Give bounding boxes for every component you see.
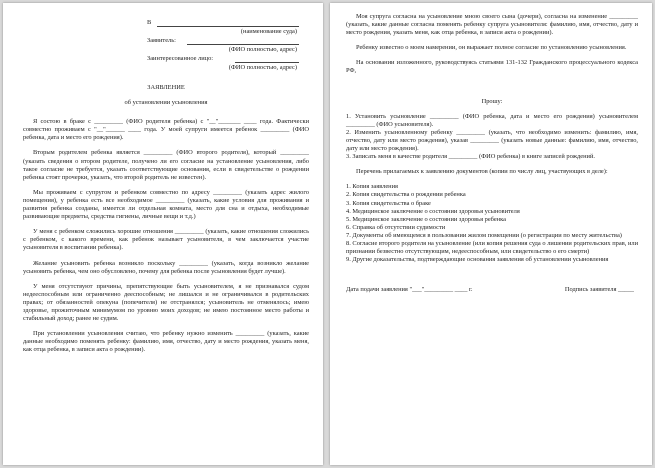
court-note: (наименование суда) (240, 28, 297, 35)
document-title: ЗАЯВЛЕНИЕ (147, 84, 185, 91)
applicant-line (187, 44, 299, 45)
attachment-item: 1. Копия заявления (346, 183, 398, 191)
right-page (330, 3, 652, 465)
request-title: Прошу: (481, 97, 503, 105)
attachments-intro: Перечень прилагаемых к заявлению документов (копии по числу лиц, участвующих в деле): (356, 168, 608, 176)
applicant-signature: Подпись заявителя _____ (564, 286, 634, 294)
paragraph-spouse-consent: Моя супруга согласна на усыновление мною своего сына (дочери), согласна на изменение _________ (указать, какие данные согласна поменять ребенку супруга усыновителя: фамилию, имя, отчество, дату и место рождения, указать меня, как отца ребенка, в записи акта о рождении). (346, 13, 638, 37)
interested-note: (ФИО полностью, адрес) (228, 64, 297, 71)
header-court-row (23, 19, 309, 28)
paragraph-legal-basis: На основании изложенного, руководствуясь статьями 131-132 Гражданского процессуального кодекса РФ, (346, 59, 638, 75)
paragraph-residence: Мы проживаем с супругом и ребенком совместно по адресу _________ (указать адрес жилого помещения), у ребенка есть все необходимое _________ (указать, какие условия для проживания и развития ребенка созданы, имеется ли отдельная комната, место для сна и отдыха, необходимые развивающие предметы, средства гигиены, личные вещи и т.д.) (23, 188, 309, 221)
paragraph-no-obstacles: У меня отсутствуют причины, препятствующие быть усыновителем, я не признавался судом недееспособным или ограниченно дееспособным; не лишался и не ограничивался в родительских правах; от обязанностей опекуна (попечителя) не отстранялся; усыновитель не отменялось; имею здоровье, прожиточным минимумом по уровню моих доходов; не имею постоянное место работы и стабильный доход; ранее не судим. (23, 282, 309, 323)
header-interested-row (23, 55, 309, 64)
document-subtitle: об установлении усыновления (124, 99, 208, 107)
paragraph-second-parent: Вторым родителем ребенка является _________ (ФИО второго родителя), который _________ (указать сведения о втором родителе, получено ли его согласие на установление усыновления, либо такое согласие не требуется, указать соответствующие основания, если в свидетельстве о рождении ребенка стоят прочерки, указать, что второй родитель не известен). (23, 149, 309, 181)
request-item: 1. Установить усыновление _________ (ФИО ребенка, дата и место его рождения) усыновителем _________ (ФИО усыновителя). (346, 112, 638, 128)
request-item: 3. Записать меня в качестве родителя _________ (ФИО ребенка) в книге записей рождений. (346, 153, 595, 161)
attachment-item: 9. Другие доказательства, подтверждающие основания заявления об установлении усыновления (346, 256, 609, 264)
header-applicant-row (23, 37, 309, 46)
applicant-label: Заявитель: (147, 37, 176, 44)
attachments-list (346, 183, 638, 264)
applicant-note: (ФИО полностью, адрес) (228, 46, 297, 53)
paragraph-change-data: При установлении усыновления считаю, что ребенку нужно изменить _________ (указать, какие данные необходимо поменять ребенку: фамилию, имя, отчество, дату и место рождения, указать меня, как отца ребенка, в записи акта о рождении). (23, 330, 309, 354)
interested-line (235, 62, 299, 63)
signature-row (346, 286, 638, 294)
attachment-item: 8. Согласие второго родителя на усыновление (или копия решения суда о лишении родительских прав, или признании безвестно отсутствующим, недееспособным, или свидетельство о его смерти) (346, 239, 638, 256)
attachment-item: 4. Медицинское заключение о состоянии здоровья усыновителя (346, 207, 520, 215)
attachment-item: 2. Копия свидетельства о рождении ребенка (346, 191, 466, 199)
request-list (346, 113, 638, 162)
filing-date: Дата подачи заявления "___"_________ ____ г. (346, 286, 473, 294)
paragraph-marriage: Я состою в браке с _________ (ФИО родителя ребенка) с "__"_______ ____ года. Фактически совместно проживаем с "__"______ ____ года. У моей супруги имеется ребенок _________ (ФИО ребенка, дата и место его рождения). (23, 118, 309, 142)
left-page (3, 3, 323, 465)
paragraph-desire: Желание усыновить ребенка возникло поскольку _________ (указать, когда возникло желание усыновить ребенка, чем оно обусловлено, почему для ребенка после усыновления будет лучше). (23, 259, 309, 275)
attachment-item: 7. Документы об имеющемся в пользовании жилом помещении (о регистрации по месту жительства) (346, 231, 622, 239)
request-item: 2. Изменить усыновленному ребенку _________ (указать, что необходимо изменить: фамилию, имя, отчество, дату или место рождения), указав _________ (указать новые данные: фамилию, имя, отчество, дату или место рождения). (346, 128, 638, 153)
header-to-label: В (147, 19, 152, 26)
attachment-item: 6. Справка об отсутствии судимости (346, 223, 446, 231)
court-line (157, 26, 299, 27)
attachment-item: 3. Копия свидетельства о браке (346, 199, 431, 207)
attachment-item: 5. Медицинское заключение о состоянии здоровья ребенка (346, 215, 506, 223)
paragraph-relations: У меня с ребенком сложились хорошие отношения _________ (указать, какие отношения сложились с ребенком, с какого времени, как ребенок называет усыновителя, в чем заключается участие усыновителя в воспитании ребенка). (23, 228, 309, 252)
paragraph-child-consent: Ребенку известно о моем намерении, он выражает полное согласие по установлению усыновления. (356, 44, 627, 52)
interested-label: Заинтересованное лицо: (147, 55, 214, 62)
